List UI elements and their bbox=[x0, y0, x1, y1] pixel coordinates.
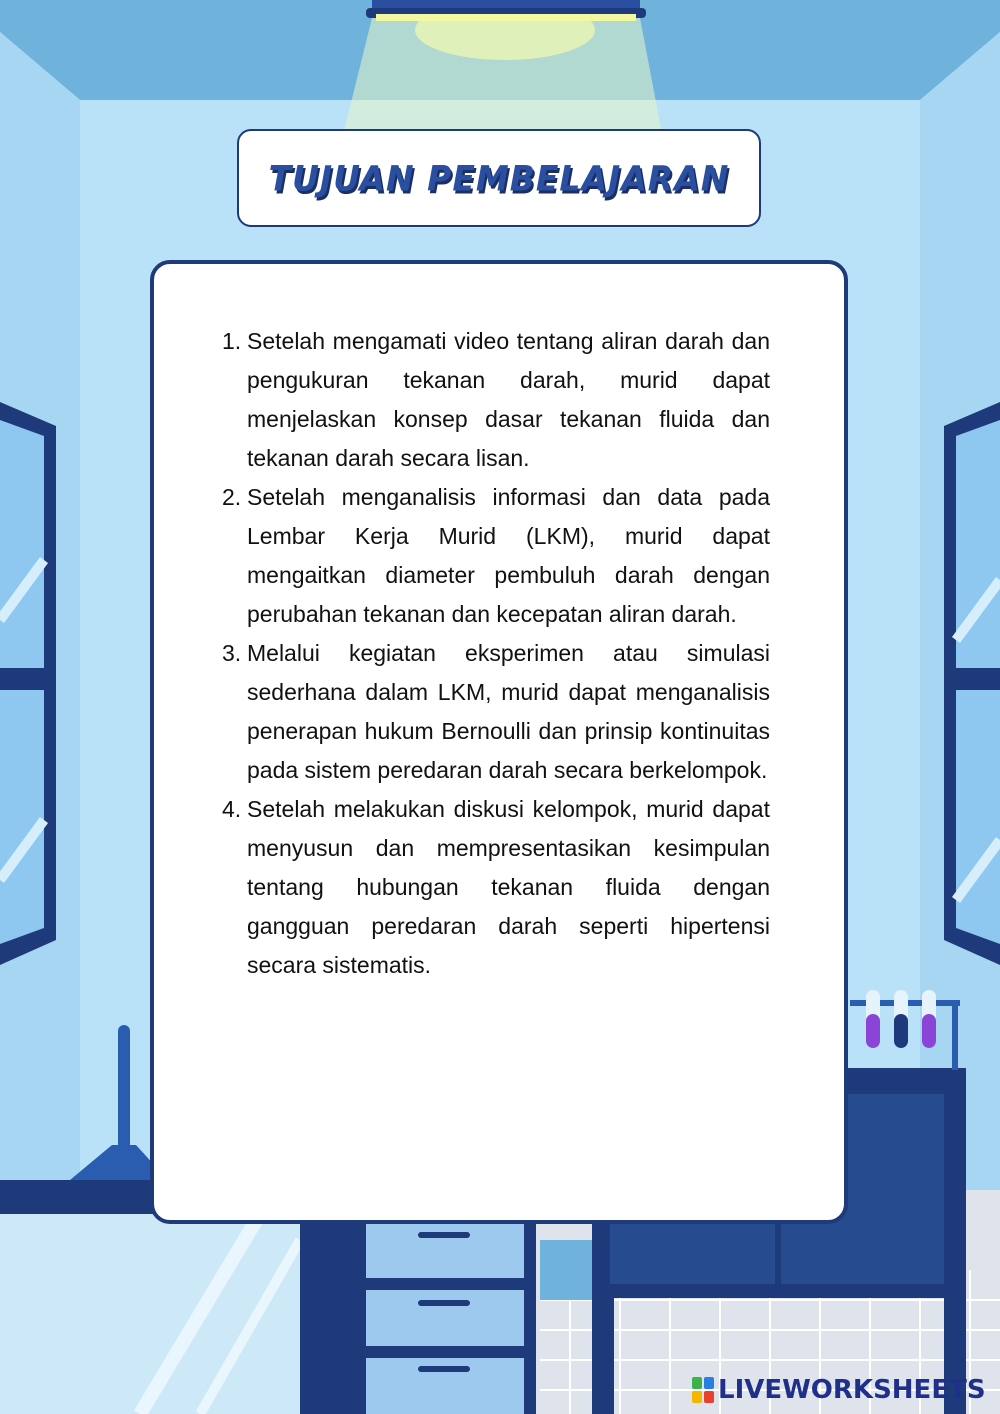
watermark-text: LIVEWORKSHEETS bbox=[718, 1375, 986, 1405]
title-banner bbox=[237, 129, 761, 227]
objective-item bbox=[222, 790, 770, 985]
objective-number: 3. bbox=[222, 640, 242, 666]
objectives-list bbox=[222, 322, 770, 985]
objective-text: Setelah mengamati video tentang aliran darah dan pengukuran tekanan darah, murid dapat menjelaskan konsep dasar tekanan fluida dan tekanan darah secara lisan. bbox=[247, 328, 770, 471]
objective-number: 4. bbox=[222, 796, 242, 822]
page-title: TUJUAN PEMBELAJARAN bbox=[268, 157, 730, 199]
objective-text: Setelah menganalisis informasi dan data pada Lembar Kerja Murid (LKM), murid dapat mengaitkan diameter pembuluh darah dengan perubahan tekanan dan kecepatan aliran darah. bbox=[247, 484, 770, 627]
objective-item bbox=[222, 322, 770, 478]
objective-item bbox=[222, 478, 770, 634]
objective-number: 1. bbox=[222, 328, 242, 354]
objective-text: Setelah melakukan diskusi kelompok, murid dapat menyusun dan mempresentasikan kesimpulan tentang hubungan tekanan fluida dengan gangguan peredaran darah seperti hipertensi secara sistematis. bbox=[247, 796, 770, 978]
objective-text: Melalui kegiatan eksperimen atau simulasi sederhana dalam LKM, murid dapat menganalisis penerapan hukum Bernoulli dan prinsip kontinuitas pada sistem peredaran darah secara berkelompok. bbox=[247, 640, 770, 783]
liveworksheets-logo-icon bbox=[692, 1377, 714, 1403]
objective-item bbox=[222, 634, 770, 790]
liveworksheets-watermark bbox=[692, 1373, 992, 1407]
objective-number: 2. bbox=[222, 484, 242, 510]
